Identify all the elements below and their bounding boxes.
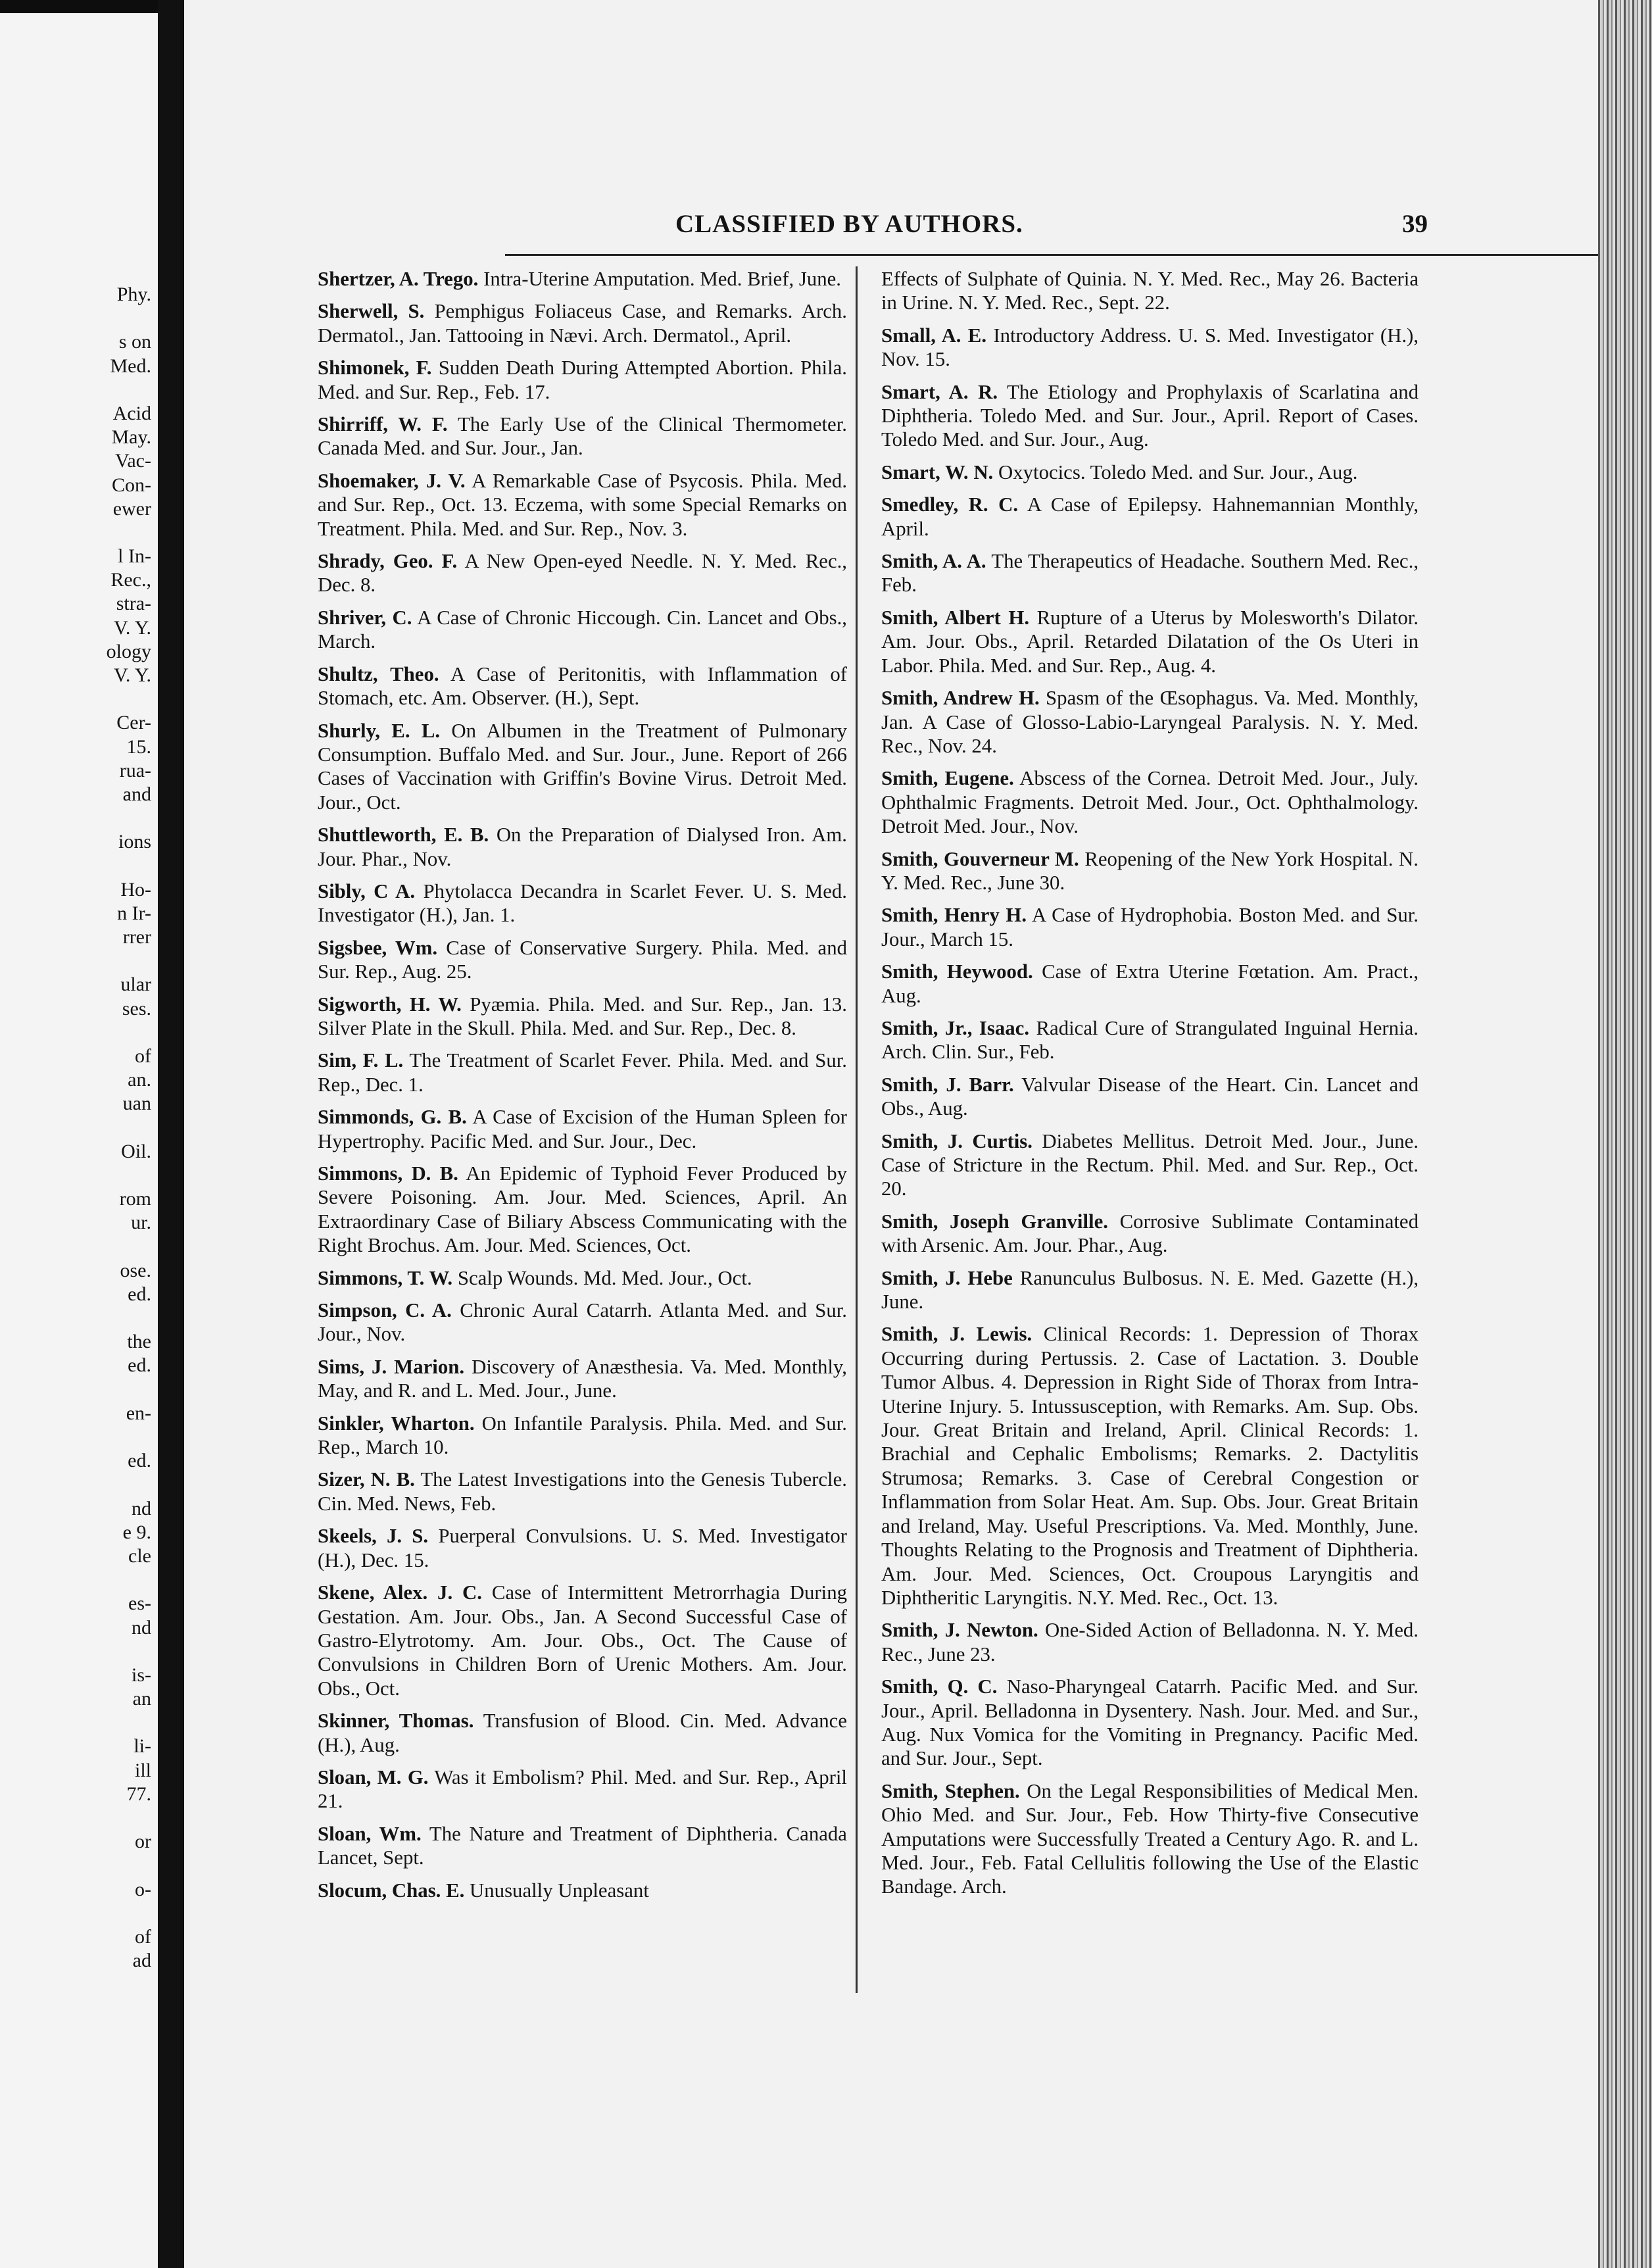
- author-entry: [881, 1073, 1419, 1121]
- citation-text: Unusually Unpleasant: [470, 1879, 649, 1902]
- author-name: Smith, J. Hebe: [881, 1266, 1013, 1289]
- facing-page-line: [0, 1568, 151, 1592]
- facing-page-line: li-: [134, 1735, 151, 1758]
- citation-text: A Remarkable Case of Psycosis. Phila. Med. and Sur. Rep., Oct. 13. Eczema, with some Special Remarks on Treatment. Phila. Med. and Sur. Rep., Nov. 3.: [318, 469, 848, 540]
- facing-page-line: [0, 1378, 151, 1402]
- facing-page-line: ed.: [128, 1450, 151, 1472]
- facing-page-line: [0, 378, 151, 402]
- facing-page-line: or: [135, 1831, 151, 1853]
- citation-text: On the Legal Responsibilities of Medical Men. Ohio Med. and Sur. Jour., Feb. How Thirty-five Consecutive Amputations were Successfully Treated a Century Ago. R. and L. Med. Jour., Feb. Fatal Cellulitis following the Use of the Elastic Bandage. Arch.: [881, 1779, 1419, 1898]
- citation-text: Intra-Uterine Amputation. Med. Brief, June.: [483, 268, 842, 290]
- author-name: Smith, Henry H.: [881, 904, 1027, 927]
- facing-page-line: n Ir-: [117, 902, 151, 924]
- page-edges: [1598, 0, 1652, 2268]
- author-name: Shoemaker, J. V.: [318, 469, 466, 492]
- citation-text: On Infantile Paralysis. Phila. Med. and Sur. Rep., March 10.: [318, 1412, 847, 1459]
- citation-text: Chronic Aural Catarrh. Atlanta Med. and Sur. Jour., Nov.: [318, 1299, 847, 1346]
- author-entry: [881, 1016, 1419, 1064]
- facing-page-line: ions: [118, 831, 151, 853]
- author-entry: [881, 766, 1419, 838]
- author-entry: [881, 960, 1419, 1008]
- author-name: Shultz, Theo.: [318, 662, 439, 685]
- author-name: Small, A. E.: [881, 324, 987, 347]
- author-name: Simmonds, G. B.: [318, 1106, 467, 1129]
- citation-text: Pyæmia. Phila. Med. and Sur. Rep., Jan. 13. Silver Plate in the Skull. Phila. Med. and Sur. Rep., Dec. 8.: [318, 993, 848, 1039]
- facing-page-line: rua-: [119, 759, 151, 781]
- facing-page-line: Cer-: [116, 712, 151, 734]
- author-entry: [318, 1581, 847, 1700]
- citation-text: One-Sided Action of Belladonna. N. Y. Med. Rec., June 23.: [881, 1619, 1419, 1665]
- facing-page-line: nd: [132, 1497, 151, 1519]
- facing-page-line: en-: [126, 1402, 151, 1424]
- facing-page-line: Ho-: [120, 878, 151, 900]
- facing-page-line: Acid: [112, 402, 151, 424]
- author-entry: [881, 549, 1419, 597]
- citation-text: Puerperal Convulsions. U. S. Med. Investigator (H.), Dec. 15.: [318, 1525, 847, 1571]
- author-name: Simmons, T. W.: [318, 1266, 453, 1289]
- author-name: Shriver, C.: [318, 606, 412, 629]
- facing-page-line: ed.: [128, 1283, 151, 1305]
- page-number: 39: [1402, 210, 1428, 238]
- citation-text: Ranunculus Bulbosus. N. E. Med. Gazette (H.), June.: [881, 1266, 1419, 1314]
- author-name: Smedley, R. C.: [881, 493, 1019, 516]
- author-entry: [881, 1618, 1419, 1666]
- author-entry: [318, 606, 847, 654]
- citation-text: Naso-Pharyngeal Catarrh. Pacific Med. and Sur. Jour., April. Belladonna in Dysentery. Nash. Jour. Med. and Sur., Aug. Nux Vomica for the Vomiting in Pregnancy. Pacific Med. and Sur. Jour., Sept.: [881, 1675, 1419, 1770]
- right-column: [881, 267, 1419, 1908]
- author-entry: [881, 324, 1419, 372]
- facing-page-line: ular: [120, 974, 151, 996]
- author-name: Sinkler, Wharton.: [318, 1412, 475, 1435]
- author-name: Smith, Eugene.: [881, 767, 1014, 790]
- facing-page-line: an: [132, 1688, 151, 1710]
- facing-page-line: ses.: [122, 997, 151, 1020]
- facing-page-line: cle: [128, 1544, 151, 1567]
- facing-page-line: [0, 1306, 151, 1330]
- author-entry: [318, 662, 847, 710]
- facing-page-line: rom: [119, 1188, 151, 1210]
- facing-page-line: ewer: [112, 497, 151, 520]
- author-entry: [881, 493, 1419, 541]
- author-name: Smith, Stephen.: [881, 1779, 1020, 1802]
- citation-text: On Albumen in the Treatment of Pulmonary Consumption. Buffalo Med. and Sur. Jour., June. Report of 266 Cases of Vaccination with Griffin's Bovine Virus. Detroit Med. Jour., Oct.: [318, 719, 847, 814]
- author-entry: [881, 686, 1419, 758]
- citation-text: A Case of Peritonitis, with Inflammation of Stomach, etc. Am. Observer. (H.), Sept.: [318, 662, 847, 710]
- citation-text: The Early Use of the Clinical Thermometer. Canada Med. and Sur. Jour., Jan.: [318, 413, 847, 460]
- author-entry: [881, 847, 1419, 895]
- facing-page-line: Vac-: [115, 450, 151, 472]
- author-name: Smith, Andrew H.: [881, 687, 1040, 710]
- author-name: Shurly, E. L.: [318, 719, 441, 742]
- citation-text: Spasm of the Œsophagus. Va. Med. Monthly, Jan. A Case of Glosso-Labio-Laryngeal Paralysis. N. Y. Med. Rec., Nov. 24.: [881, 687, 1419, 757]
- author-entry: [318, 1467, 847, 1516]
- citation-text: Introductory Address. U. S. Med. Investigator (H.), Nov. 15.: [881, 324, 1419, 371]
- author-entry: [318, 1355, 847, 1403]
- facing-page-line: [0, 1473, 151, 1496]
- facing-page-line: 77.: [126, 1783, 151, 1805]
- citation-text: A New Open-eyed Needle. N. Y. Med. Rec., Dec. 8.: [318, 550, 848, 597]
- author-name: Smith, Q. C.: [881, 1675, 998, 1698]
- author-entry: [318, 549, 847, 597]
- author-entry: [318, 1266, 847, 1290]
- author-name: Sherwell, S.: [318, 300, 425, 323]
- facing-page-line: stra-: [116, 593, 151, 615]
- facing-page-line: 15.: [126, 735, 151, 758]
- facing-page-line: ology: [106, 640, 151, 662]
- facing-page-line: V. Y.: [114, 664, 151, 686]
- facing-page-line: [0, 1021, 151, 1045]
- author-name: Smith, J. Curtis.: [881, 1129, 1032, 1152]
- facing-page-line: Rec.,: [110, 569, 151, 591]
- facing-page-line: ose.: [120, 1259, 151, 1281]
- author-entry: [881, 1210, 1419, 1258]
- facing-page-line: [0, 1164, 151, 1187]
- author-entry: [318, 299, 847, 347]
- citation-text: Radical Cure of Strangulated Inguinal Hernia. Arch. Clin. Sur., Feb.: [881, 1016, 1419, 1064]
- citation-text: Effects of Sulphate of Quinia. N. Y. Med. Rec., May 26. Bacteria in Urine. N. Y. Med. Rec., Sept. 22.: [881, 268, 1419, 314]
- citation-text: Abscess of the Cornea. Detroit Med. Jour., July. Ophthalmic Fragments. Detroit Med. Jour., Oct. Ophthalmology. Detroit Med. Jour., Nov.: [881, 767, 1419, 838]
- author-name: Smith, J. Lewis.: [881, 1323, 1032, 1346]
- citation-text: A Case of Hydrophobia. Boston Med. and Sur. Jour., March 15.: [881, 904, 1419, 950]
- author-entry: [318, 1105, 847, 1153]
- citation-text: A Case of Excision of the Human Spleen for Hypertrophy. Pacific Med. and Sur. Jour., Dec.: [318, 1106, 847, 1152]
- citation-text: Corrosive Sublimate Contaminated with Arsenic. Am. Jour. Phar., Aug.: [881, 1210, 1419, 1257]
- author-entry: [881, 1779, 1419, 1899]
- page-header: [184, 209, 1598, 249]
- author-name: Smith, J. Newton.: [881, 1619, 1038, 1642]
- citation-text: Case of Extra Uterine Fœtation. Am. Pract., Aug.: [881, 960, 1419, 1007]
- author-name: Simpson, C. A.: [318, 1299, 452, 1322]
- author-entry: [318, 356, 847, 404]
- author-entry: [318, 823, 847, 871]
- author-name: Shrady, Geo. F.: [318, 550, 458, 573]
- facing-page-line: [0, 854, 151, 878]
- citation-text: Reopening of the New York Hospital. N. Y. Med. Rec., June 30.: [881, 847, 1419, 894]
- author-entry: [881, 903, 1419, 951]
- facing-page-line: Phy.: [116, 284, 151, 305]
- citation-text: Was it Embolism? Phil. Med. and Sur. Rep., April 21.: [318, 1765, 847, 1813]
- facing-page-line: [0, 687, 151, 711]
- author-name: Skene, Alex. J. C.: [318, 1581, 482, 1604]
- running-title: CLASSIFIED BY AUTHORS.: [675, 210, 1023, 238]
- header-rule: [505, 254, 1616, 256]
- citation-text: The Nature and Treatment of Diphtheria. Canada Lancet, Sept.: [318, 1822, 847, 1869]
- facing-page-line: [0, 1902, 151, 1925]
- author-entry: [318, 1048, 847, 1097]
- author-name: Sigworth, H. W.: [318, 993, 462, 1016]
- author-entry: [318, 1765, 847, 1813]
- author-name: Smith, Albert H.: [881, 606, 1030, 629]
- author-name: Sims, J. Marion.: [318, 1355, 465, 1378]
- facing-page-line: [0, 1425, 151, 1449]
- author-entry: [318, 936, 847, 984]
- facing-page-line: ill: [134, 1759, 151, 1781]
- author-name: Smith, J. Barr.: [881, 1073, 1014, 1096]
- facing-page-line: [0, 806, 151, 830]
- author-entry: [881, 460, 1419, 484]
- author-entry: [318, 993, 847, 1041]
- citation-text: On the Preparation of Dialysed Iron. Am. Jour. Phar., Nov.: [318, 824, 847, 870]
- author-entry: [318, 1822, 847, 1870]
- author-entry: [318, 879, 847, 927]
- facing-page-line: e 9.: [122, 1521, 151, 1543]
- left-column: [318, 267, 847, 1911]
- author-entry: [318, 719, 847, 815]
- facing-page-line: Oil.: [121, 1140, 151, 1162]
- author-name: Sigsbee, Wm.: [318, 936, 438, 959]
- citation-text: A Case of Epilepsy. Hahnemannian Monthly, April.: [881, 493, 1419, 540]
- facing-page-line: and: [122, 783, 151, 805]
- facing-page-line: [0, 1235, 151, 1259]
- author-entry: [318, 412, 847, 460]
- citation-text: Valvular Disease of the Heart. Cin. Lancet and Obs., Aug.: [881, 1073, 1419, 1120]
- author-name: Smart, A. R.: [881, 380, 998, 403]
- author-entry: [318, 1524, 847, 1572]
- author-name: Sizer, N. B.: [318, 1468, 415, 1491]
- author-entry: [881, 380, 1419, 452]
- citation-text: The Therapeutics of Headache. Southern Med. Rec., Feb.: [881, 550, 1419, 597]
- author-name: Slocum, Chas. E.: [318, 1879, 465, 1902]
- facing-page-line: is-: [132, 1664, 151, 1686]
- author-name: Sim, F. L.: [318, 1049, 404, 1072]
- facing-page-line: the: [127, 1331, 151, 1353]
- facing-page-line: l In-: [118, 545, 151, 568]
- citation-text: Scalp Wounds. Md. Med. Jour., Oct.: [457, 1266, 752, 1289]
- citation-text: Diabetes Mellitus. Detroit Med. Jour., June. Case of Stricture in the Rectum. Phil. Med. and Sur. Rep., Oct. 20.: [881, 1129, 1419, 1200]
- citation-text: Rupture of a Uterus by Molesworth's Dilator. Am. Jour. Obs., April. Retarded Dilatation of the Os Uteri in Labor. Phila. Med. and Sur. Rep., Aug. 4.: [881, 606, 1419, 677]
- author-name: Smith, Heywood.: [881, 960, 1033, 983]
- author-name: Shertzer, A. Trego.: [318, 268, 479, 290]
- citation-text: Case of Intermittent Metrorrhagia During Gestation. Am. Jour. Obs., Jan. A Second Successful Case of Gastro-Elytrotomy. Am. Jour. Obs., Oct. The Cause of Convulsions in Children Born of Urenic Mothers. Am. Jour. Obs., Oct.: [318, 1581, 847, 1700]
- citation-text: The Etiology and Prophylaxis of Scarlatina and Diphtheria. Toledo Med. and Sur. Jour., April. Report of Cases. Toledo Med. and Sur. Jour., Aug.: [881, 380, 1419, 451]
- author-name: Skeels, J. S.: [318, 1525, 429, 1548]
- facing-page-line: [0, 1640, 151, 1664]
- author-name: Sloan, M. G.: [318, 1765, 429, 1788]
- citation-text: Case of Conservative Surgery. Phila. Med. and Sur. Rep., Aug. 25.: [318, 936, 847, 983]
- author-entry: [318, 1879, 847, 1902]
- facing-page-line: [0, 1806, 151, 1830]
- facing-page-line: rrer: [122, 926, 151, 949]
- facing-page-line: V. Y.: [114, 616, 151, 639]
- author-entry: [318, 1298, 847, 1346]
- citation-text: Oxytocics. Toledo Med. and Sur. Jour., Aug.: [998, 460, 1358, 483]
- citation-text: Clinical Records: 1. Depression of Thorax Occurring during Pertussis. 2. Case of Lactation. 3. Double Tumor Albus. 4. Depression in Right Side of Thorax from Intra-Uterine Injury. 5. Intussusception, with Remarks. Am. Sup. Obs. Jour. Great Britain and Ireland, April. Clinical Records: 1. Brachial and Cephalic Embolisms; Remarks. 2. Dactylitis Strumosa; Remarks. 3. Case of Cerebral Congestion or Inflammation from Solar Heat. Am. Sup. Obs. Jour. Great Britain and Ireland, May. Useful Prescriptions. Va. Med. Monthly, June. Thoughts Relating to the Prognosis and Treatment of Diphtheria. Am. Jour. Med. Sciences, Oct. Croupous Laryngitis and Diphtheritic Laryngitis. N.Y. Med. Rec., Oct. 13.: [881, 1323, 1419, 1609]
- citation-text: Discovery of Anæsthesia. Va. Med. Monthly, May, and R. and L. Med. Jour., June.: [318, 1355, 847, 1402]
- citation-text: Phytolacca Decandra in Scarlet Fever. U. S. Med. Investigator (H.), Jan. 1.: [318, 879, 847, 927]
- author-entry: [881, 1266, 1419, 1314]
- facing-page-line: an.: [128, 1069, 151, 1091]
- author-entry: [881, 606, 1419, 678]
- facing-page-line: s on: [118, 331, 151, 353]
- facing-page-line: es-: [128, 1592, 151, 1615]
- author-name: Simmons, D. B.: [318, 1162, 458, 1185]
- facing-page-line: uan: [122, 1093, 151, 1115]
- facing-page-line: [0, 307, 151, 330]
- author-entry: [881, 1129, 1419, 1201]
- facing-page-line: [0, 1116, 151, 1140]
- facing-page-line: ur.: [131, 1212, 151, 1234]
- citation-text: Sudden Death During Attempted Abortion. Phila. Med. and Sur. Rep., Feb. 17.: [318, 357, 847, 403]
- author-name: Smith, Joseph Granville.: [881, 1210, 1108, 1233]
- book-gutter: [158, 0, 184, 2268]
- author-name: Sibly, C A.: [318, 879, 416, 902]
- facing-page-line: [0, 521, 151, 545]
- facing-page-line: nd: [132, 1616, 151, 1639]
- author-entry: [881, 1322, 1419, 1610]
- facing-page-line: [0, 1854, 151, 1877]
- facing-page-text: [0, 283, 151, 1973]
- author-name: Shirriff, W. F.: [318, 413, 448, 436]
- author-entry: [318, 1162, 847, 1258]
- facing-page-line: ad: [132, 1950, 151, 1972]
- citation-text: An Epidemic of Typhoid Fever Produced by Severe Poisoning. Am. Jour. Med. Sciences, April. An Extraordinary Case of Biliary Abscess Communicating with the Right Brochus. Am. Jour. Med. Sciences, Oct.: [318, 1162, 848, 1257]
- facing-page-line: [0, 949, 151, 973]
- facing-page-line: Con-: [112, 474, 151, 496]
- facing-page-line: of: [135, 1045, 151, 1067]
- author-entry: [881, 267, 1419, 315]
- column-divider: [856, 266, 858, 1993]
- citation-text: Transfusion of Blood. Cin. Med. Advance (H.), Aug.: [318, 1710, 847, 1756]
- author-name: Sloan, Wm.: [318, 1822, 422, 1845]
- author-entry: [318, 469, 847, 541]
- facing-page-line: [0, 1711, 151, 1735]
- citation-text: A Case of Chronic Hiccough. Cin. Lancet and Obs., March.: [318, 606, 847, 653]
- facing-page-line: Med.: [110, 355, 151, 377]
- citation-text: The Latest Investigations into the Genesis Tubercle. Cin. Med. News, Feb.: [318, 1468, 847, 1515]
- author-name: Shimonek, F.: [318, 357, 432, 380]
- author-name: Skinner, Thomas.: [318, 1710, 474, 1733]
- author-entry: [881, 1675, 1419, 1771]
- author-name: Smith, Gouverneur M.: [881, 847, 1079, 870]
- author-name: Shuttleworth, E. B.: [318, 824, 489, 847]
- citation-text: The Treatment of Scarlet Fever. Phila. Med. and Sur. Rep., Dec. 1.: [318, 1049, 847, 1096]
- citation-text: Pemphigus Foliaceus Case, and Remarks. Arch. Dermatol., Jan. Tattooing in Nævi. Arch. Dermatol., April.: [318, 300, 847, 347]
- facing-page-line: ed.: [128, 1354, 151, 1377]
- author-entry: [318, 1709, 847, 1757]
- author-entry: [318, 1412, 847, 1460]
- facing-page-line: May.: [111, 426, 151, 449]
- facing-page-line: of: [135, 1925, 151, 1948]
- author-name: Smart, W. N.: [881, 460, 994, 483]
- author-name: Smith, A. A.: [881, 550, 986, 573]
- author-name: Smith, Jr., Isaac.: [881, 1016, 1030, 1039]
- book-page: [184, 0, 1598, 2268]
- author-entry: [318, 267, 847, 291]
- facing-page-line: o-: [135, 1878, 151, 1900]
- facing-page-fragment: [0, 13, 158, 2268]
